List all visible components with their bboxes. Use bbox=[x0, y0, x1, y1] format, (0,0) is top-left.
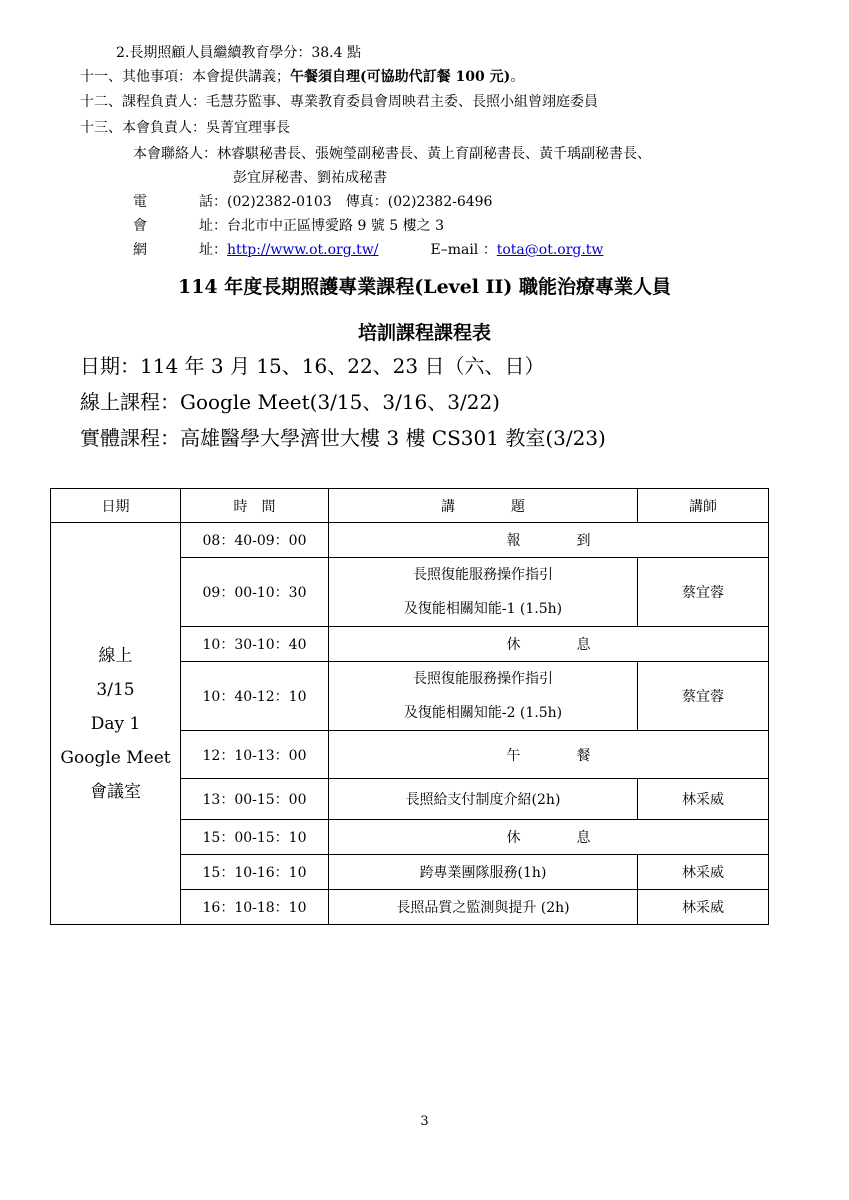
table-header-row bbox=[51, 489, 769, 523]
topic-cell: 長照給支付制度介紹(2h) bbox=[329, 779, 638, 820]
topic-cell: 跨專業團隊服務(1h) bbox=[329, 855, 638, 890]
table-row bbox=[51, 523, 769, 558]
phone-number: (02)2382-0103 bbox=[227, 194, 332, 210]
course-title: 114 年度長期照護專業課程(Level II) 職能治療專業人員 bbox=[177, 276, 672, 298]
day-number: Day 1 bbox=[90, 713, 141, 734]
address-label: 會 bbox=[133, 218, 147, 234]
time-cell: 15：10-16：10 bbox=[181, 855, 329, 890]
time-cell: 12：10-13：00 bbox=[181, 731, 329, 779]
web-label: 網 bbox=[133, 242, 147, 258]
web-label-2: 址： bbox=[199, 242, 227, 258]
time-cell: 16：10-18：10 bbox=[181, 890, 329, 925]
lunch-note: 午餐須自理(可協助代訂餐 100 元) bbox=[290, 69, 511, 85]
schedule-title: 培訓課程課程表 bbox=[357, 322, 491, 344]
address-label-2: 址： bbox=[199, 218, 227, 234]
day-cell bbox=[51, 523, 181, 925]
course-dates: 日期：114 年 3 月 15、16、22、23 日（六、日） bbox=[80, 354, 545, 378]
topic-line-2: 及復能相關知能-2 (1.5h) bbox=[403, 705, 563, 721]
time-cell: 08：40-09：00 bbox=[181, 523, 329, 558]
time-cell: 09：00-10：30 bbox=[181, 558, 329, 627]
phone-label: 電 bbox=[133, 194, 147, 210]
header-date: 日期 bbox=[51, 489, 181, 523]
association-head-line: 十三、本會負責人：吳菁宜理事長 bbox=[80, 120, 290, 136]
online-course-info: 線上課程：Google Meet(3/15、3/16、3/22) bbox=[80, 390, 500, 414]
phone-line bbox=[133, 192, 492, 212]
other-matters-line bbox=[80, 67, 524, 87]
schedule-table bbox=[50, 488, 769, 925]
topic-cell: 休 息 bbox=[329, 820, 769, 855]
time-cell: 10：40-12：10 bbox=[181, 662, 329, 731]
website-link[interactable]: http://www.ot.org.tw/ bbox=[227, 242, 379, 258]
topic-cell: 長照品質之監測與提升 (2h) bbox=[329, 890, 638, 925]
address-line bbox=[133, 216, 444, 236]
topic-cell: 午 餐 bbox=[329, 731, 769, 779]
fax-label: 傳真： bbox=[345, 194, 388, 210]
course-leaders-line: 十二、課程負責人：毛慧芬監事、專業教育委員會周映君主委、長照小組曾翊庭委員 bbox=[80, 94, 598, 110]
header-lecturer: 講師 bbox=[638, 489, 769, 523]
header-time: 時 間 bbox=[181, 489, 329, 523]
lecturer-cell: 蔡宜蓉 bbox=[638, 558, 769, 627]
other-matters-suffix: 。 bbox=[510, 69, 525, 85]
day-date: 3/15 bbox=[96, 679, 135, 700]
page-number: 3 bbox=[420, 1114, 429, 1129]
topic-cell: 報 到 bbox=[329, 523, 769, 558]
credits-line: 2.長期照顧人員繼續教育學分：38.4 點 bbox=[116, 45, 361, 61]
address-value: 台北市中正區博愛路 9 號 5 樓之 3 bbox=[227, 218, 444, 234]
other-matters-prefix: 十一、其他事項：本會提供講義； bbox=[80, 69, 290, 85]
fax-number: (02)2382-6496 bbox=[387, 194, 493, 210]
time-cell: 10：30-10：40 bbox=[181, 627, 329, 662]
physical-course-info: 實體課程：高雄醫學大學濟世大樓 3 樓 CS301 教室(3/23) bbox=[80, 426, 606, 450]
time-cell: 13：00-15：00 bbox=[181, 779, 329, 820]
topic-line-1: 長照復能服務操作指引 bbox=[413, 567, 553, 583]
topic-line-2: 及復能相關知能-1 (1.5h) bbox=[403, 601, 563, 617]
day-platform: Google Meet bbox=[60, 747, 171, 768]
lecturer-cell: 林采威 bbox=[638, 855, 769, 890]
day-room: 會議室 bbox=[90, 781, 141, 802]
contact-persons-line: 本會聯絡人：林睿騏秘書長、張婉瑩副秘書長、黃上育副秘書長、黃千瑀副秘書長、 bbox=[133, 146, 651, 162]
topic-cell bbox=[329, 558, 638, 627]
lecturer-cell: 林采威 bbox=[638, 890, 769, 925]
topic-line-1: 長照復能服務操作指引 bbox=[413, 671, 553, 687]
email-link[interactable]: tota@ot.org.tw bbox=[496, 242, 604, 258]
contact-persons-line-2: 彭宜屏秘書、劉祐成秘書 bbox=[233, 170, 387, 186]
header-topic: 講 題 bbox=[329, 489, 638, 523]
topic-cell: 休 息 bbox=[329, 627, 769, 662]
phone-label-2: 話： bbox=[199, 194, 227, 210]
day-mode: 線上 bbox=[98, 645, 133, 666]
topic-cell bbox=[329, 662, 638, 731]
web-line bbox=[133, 240, 603, 260]
lecturer-cell: 林采威 bbox=[638, 779, 769, 820]
lecturer-cell: 蔡宜蓉 bbox=[638, 662, 769, 731]
email-label: E–mail ： bbox=[430, 242, 497, 258]
time-cell: 15：00-15：10 bbox=[181, 820, 329, 855]
